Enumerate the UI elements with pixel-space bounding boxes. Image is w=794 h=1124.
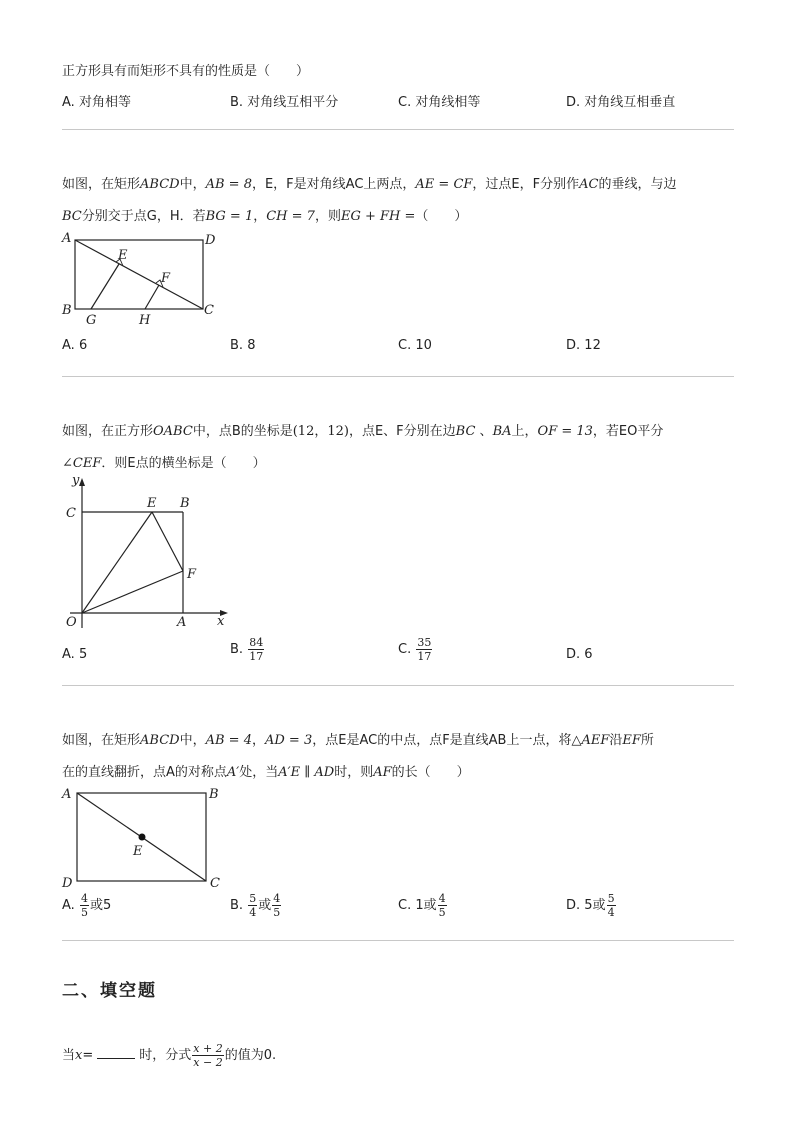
label-g: G xyxy=(86,313,97,328)
q2-stem-line1: 如图，在矩形ABCD中，AB = 8，E，F是对角线AC上两点，AE = CF，过点E，F分别作AC的垂线，与边 xyxy=(62,177,677,192)
q2-option-c[interactable]: C. 10 xyxy=(398,338,432,353)
q3-option-d[interactable]: D. 6 xyxy=(566,647,593,662)
q1-option-c[interactable]: C. 对角线相等 xyxy=(398,95,481,110)
q1-option-b[interactable]: B. 对角线互相平分 xyxy=(230,95,339,110)
q2-option-a[interactable]: A. 6 xyxy=(62,338,88,353)
point-e xyxy=(139,834,146,841)
label-e: E xyxy=(118,248,128,263)
y-axis-arrow xyxy=(79,478,85,486)
divider xyxy=(62,376,734,377)
q3-figure xyxy=(60,472,240,632)
q4-option-b[interactable]: B. $\frac{5}{4}$ 或 $\frac{4}{5}$ xyxy=(230,892,281,919)
segment-eg xyxy=(91,264,119,309)
q2-stem-line2: BC分别交于点G，H．若BG = 1，CH = 7，则EG + FH =（ ） xyxy=(62,209,468,224)
diagonal-ac xyxy=(75,240,203,309)
label-c: C xyxy=(204,303,214,318)
q4-option-d[interactable]: D. 5或 $\frac{5}{4}$ xyxy=(566,892,615,919)
q2-option-d[interactable]: D. 12 xyxy=(566,338,601,353)
label-h: H xyxy=(139,313,151,328)
divider xyxy=(62,129,734,130)
label-a: A xyxy=(62,787,72,802)
label-b: B xyxy=(209,787,219,802)
segment-ef xyxy=(152,512,183,571)
q4-stem-line2: 在的直线翻折，点A的对称点A′处，当A′E ∥ AD时，则AF的长（ ） xyxy=(62,765,470,780)
label-e: E xyxy=(147,496,157,511)
q3-option-c[interactable]: C. $\frac{35}{17}$ xyxy=(398,636,432,663)
q3-stem-line2: ∠CEF．则E点的横坐标是（ ） xyxy=(62,456,266,471)
section-heading: 二、填空题 xyxy=(62,981,157,1001)
label-d: D xyxy=(62,876,73,891)
answer-blank[interactable] xyxy=(97,1046,135,1059)
q5-stem: 当x= 时，分式 $\frac{x + 2}{x - 2}$ 的值为0. xyxy=(62,1042,277,1069)
label-a: A xyxy=(62,231,72,246)
q3-option-b[interactable]: B. $\frac{84}{17}$ xyxy=(230,636,264,663)
q4-option-a[interactable]: A. $\frac{4}{5}$ 或5 xyxy=(62,892,112,919)
q1-option-a[interactable]: A. 对角相等 xyxy=(62,95,131,110)
q4-stem-line1: 如图，在矩形ABCD中，AB = 4，AD = 3，点E是AC的中点，点F是直线AB上一点，将△AEF沿EF所 xyxy=(62,733,654,748)
label-f: F xyxy=(161,271,171,286)
label-y: y xyxy=(72,473,80,488)
divider xyxy=(62,685,734,686)
q2-figure xyxy=(58,228,228,328)
q3-stem-line1: 如图，在正方形OABC中，点B的坐标是(12，12)，点E、F分别在边BC 、BA上，OF = 13，若EO平分 xyxy=(62,424,664,439)
label-c: C xyxy=(210,876,220,891)
q4-figure xyxy=(58,782,233,892)
label-f: F xyxy=(187,567,197,582)
label-o: O xyxy=(66,615,77,630)
q1-option-d[interactable]: D. 对角线互相垂直 xyxy=(566,95,676,110)
label-x: x xyxy=(217,614,225,629)
label-d: D xyxy=(205,233,216,248)
label-b: B xyxy=(180,496,190,511)
q2-option-b[interactable]: B. 8 xyxy=(230,338,256,353)
label-c: C xyxy=(66,506,76,521)
q1-stem: 正方形具有而矩形不具有的性质是（ ） xyxy=(62,64,310,79)
q3-option-a[interactable]: A. 5 xyxy=(62,647,88,662)
label-b: B xyxy=(62,303,72,318)
label-a: A xyxy=(177,615,187,630)
segment-fh xyxy=(145,285,159,309)
divider xyxy=(62,940,734,941)
label-e: E xyxy=(133,844,143,859)
q4-option-c[interactable]: C. 1或 $\frac{4}{5}$ xyxy=(398,892,446,919)
